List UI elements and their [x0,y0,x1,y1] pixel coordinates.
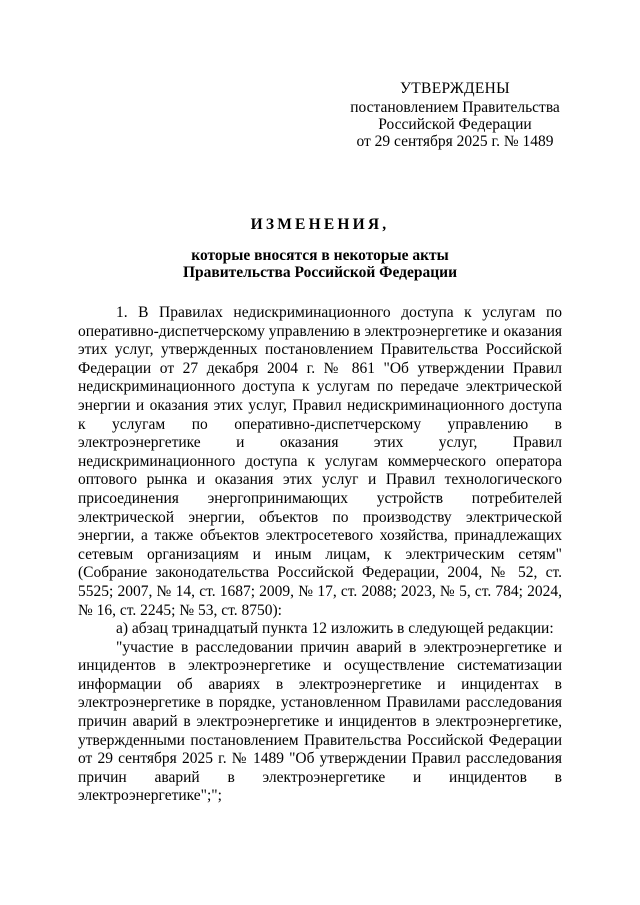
title-subtitle: которые вносятся в некоторые акты [191,247,449,264]
document-title [78,216,562,281]
body-paragraph: 1. В Правилах недискриминационного доступа к услугам по оперативно-диспетчерскому управлению в электроэнергетике и оказания этих услуг, утвержденных постановлением Правительства Российской Федерации от 27 декабря 2004 г. № 861 "Об утверждении Правил недискриминационного доступа к услугам по передаче электрической энергии и оказания этих услуг, Правил недискриминационного доступа к услугам по оперативно-диспетчерскому управлению в электроэнергетике и оказания этих услуг, Правил недискриминационного доступа к услугам коммерческого оператора оптового рынка и оказания этих услуг и Правил технологического присоединения энергопринимающих устройств потребителей электрической энергии, объектов по производству электрической энергии, а также объектов электросетевого хозяйства, принадлежащих сетевым организациям и иным лицам, к электрическим сетям" (Собрание законодательства Российской Федерации, 2004, № 52, ст. 5525; 2007, № 14, ст. 1687; 2009, № 17, ст. 2088; 2023, № 5, ст. 784; 2024, № 16, ст. 2245; № 53, ст. 8750): [78,304,562,619]
approval-line: Российской Федерации [378,116,532,133]
approval-heading: УТВЕРЖДЕНЫ [400,80,510,97]
document-body [78,304,562,806]
approval-stamp [335,80,575,150]
body-paragraph: а) абзац тринадцатый пункта 12 изложить в следующей редакции: [116,620,554,638]
body-paragraph: "участие в расследовании причин аварий в электроэнергетике и инцидентов в электроэнергетике и осуществление систематизации информации об авариях в электроэнергетике и инцидентах в электроэнергетике в порядке, установленном Правилами расследования причин аварий в электроэнергетике и инцидентов в электроэнергетике, утвержденными постановлением Правительства Российской Федерации от 29 сентября 2025 г. № 1489 "Об утверждении Правил расследования причин аварий в электроэнергетике и инцидентов в электроэнергетике";"; [78,638,562,805]
title-main: ИЗМЕНЕНИЯ, [250,216,390,233]
approval-line: постановлением Правительства [350,99,560,116]
title-subtitle: Правительства Российской Федерации [182,264,458,281]
approval-date-line: от 29 сентября 2025 г. № 1489 [356,133,554,150]
